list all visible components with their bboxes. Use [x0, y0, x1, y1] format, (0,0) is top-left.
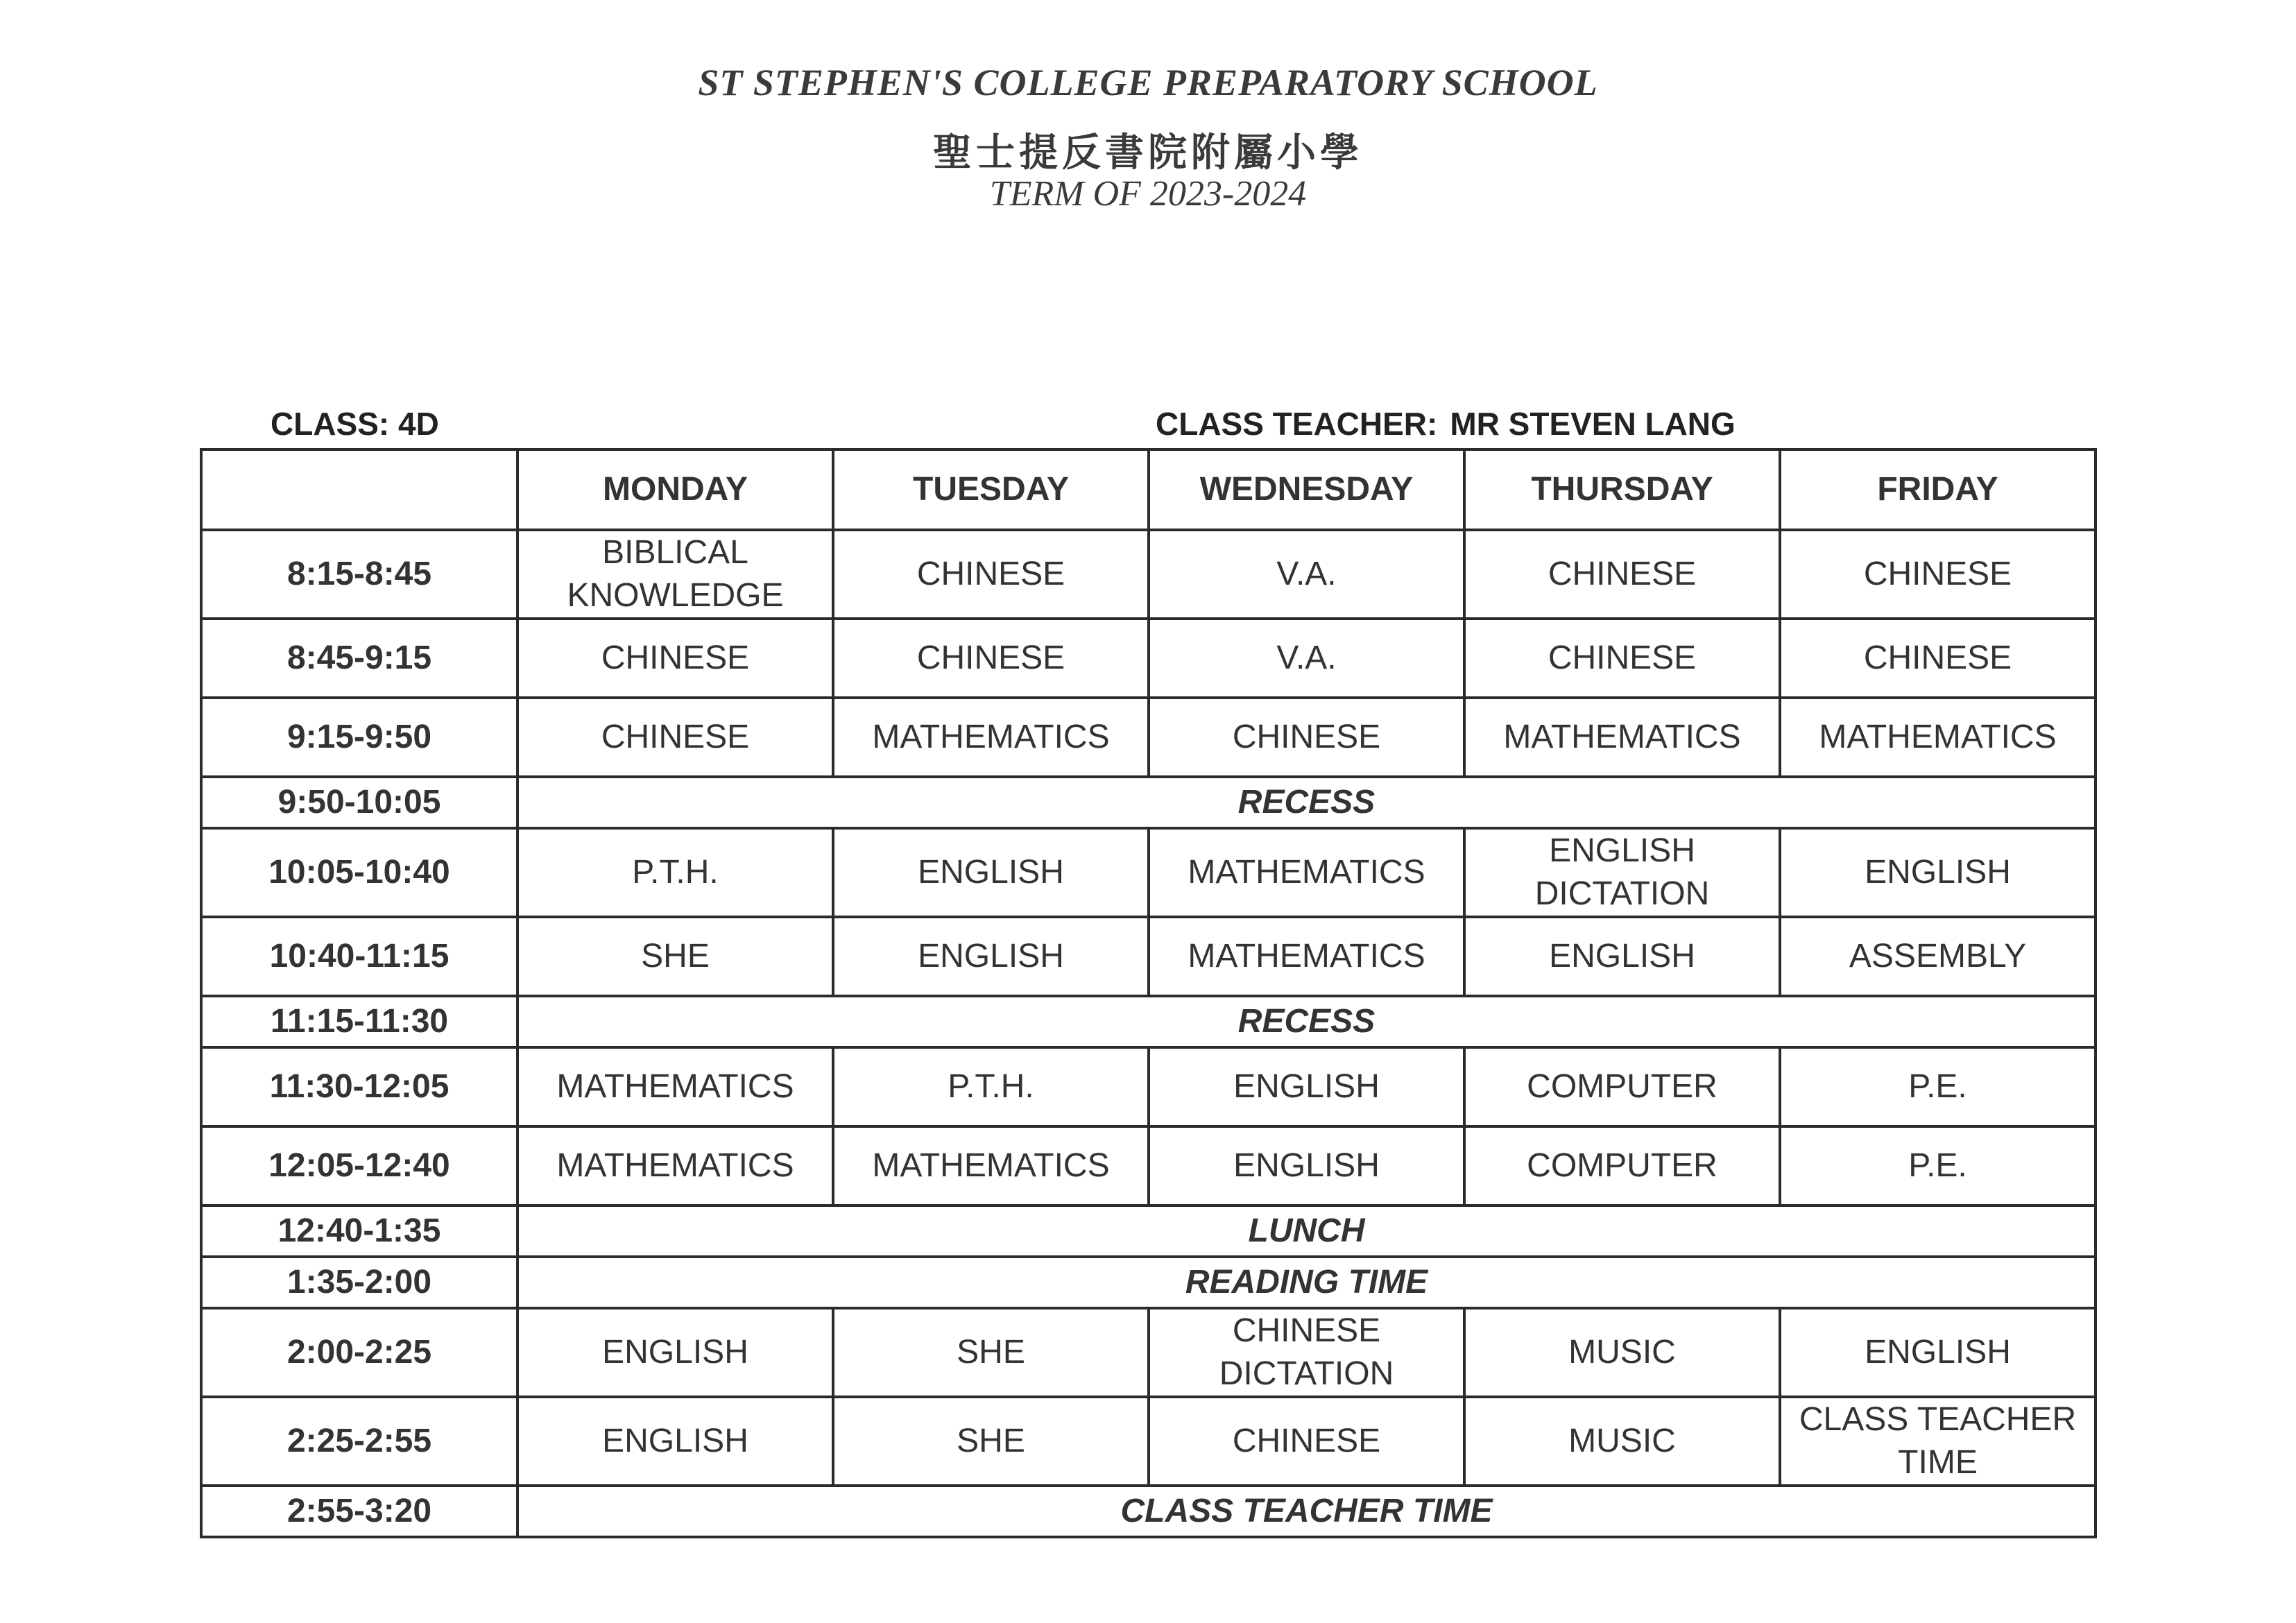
subject-cell: MUSIC — [1464, 1397, 1780, 1486]
subject-cell: ASSEMBLY — [1780, 917, 2096, 996]
subject-cell: ENGLISH — [1464, 917, 1780, 996]
time-slot-cell: 10:05-10:40 — [201, 828, 517, 917]
time-slot-cell: 9:15-9:50 — [201, 698, 517, 777]
class-teacher-prefix: CLASS TEACHER: — [1156, 406, 1438, 442]
class-label: CLASS: 4D — [271, 406, 439, 442]
time-slot-cell: 10:40-11:15 — [201, 917, 517, 996]
period-row — [201, 917, 2096, 996]
subject-cell: ENGLISH — [1149, 1047, 1464, 1126]
subject-cell: CHINESE — [517, 619, 833, 698]
subject-cell: SHE — [833, 1308, 1149, 1397]
subject-cell: CHINESE — [1464, 619, 1780, 698]
day-header-wednesday: WEDNESDAY — [1149, 449, 1464, 530]
subject-cell: ENGLISH — [1149, 1126, 1464, 1205]
time-slot-cell: 12:05-12:40 — [201, 1126, 517, 1205]
subject-cell: P.E. — [1780, 1126, 2096, 1205]
break-cell: READING TIME — [517, 1257, 2096, 1308]
header-row — [201, 449, 2096, 530]
subject-cell: MATHEMATICS — [517, 1047, 833, 1126]
subject-cell: CHINESE — [1149, 1397, 1464, 1486]
period-row — [201, 1397, 2096, 1486]
subject-cell: SHE — [833, 1397, 1149, 1486]
subject-cell: P.E. — [1780, 1047, 2096, 1126]
subject-cell: MATHEMATICS — [1780, 698, 2096, 777]
subject-cell: MUSIC — [1464, 1308, 1780, 1397]
timetable-body — [201, 530, 2096, 1537]
subject-cell: CHINESE — [1149, 698, 1464, 777]
subject-cell: COMPUTER — [1464, 1126, 1780, 1205]
subject-cell: MATHEMATICS — [833, 1126, 1149, 1205]
subject-cell: ENGLISH — [1780, 1308, 2096, 1397]
period-row — [201, 1308, 2096, 1397]
break-cell: RECESS — [517, 777, 2096, 828]
subject-cell: BIBLICAL KNOWLEDGE — [517, 530, 833, 619]
period-row — [201, 619, 2096, 698]
subject-cell: MATHEMATICS — [1149, 917, 1464, 996]
subject-cell: CHINESE — [833, 619, 1149, 698]
subject-cell: MATHEMATICS — [1464, 698, 1780, 777]
day-header-tuesday: TUESDAY — [833, 449, 1149, 530]
subject-cell: CLASS TEACHER TIME — [1780, 1397, 2096, 1486]
break-row — [201, 1486, 2096, 1537]
time-slot-cell: 12:40-1:35 — [201, 1205, 517, 1257]
subject-cell: CHINESE — [833, 530, 1149, 619]
subject-cell: CHINESE — [1780, 530, 2096, 619]
subject-cell: MATHEMATICS — [1149, 828, 1464, 917]
subject-cell: CHINESE DICTATION — [1149, 1308, 1464, 1397]
break-cell: CLASS TEACHER TIME — [517, 1486, 2096, 1537]
subject-cell: P.T.H. — [517, 828, 833, 917]
period-row — [201, 828, 2096, 917]
break-cell: RECESS — [517, 996, 2096, 1047]
day-header-monday: MONDAY — [517, 449, 833, 530]
subject-cell: V.A. — [1149, 530, 1464, 619]
day-header-thursday: THURSDAY — [1464, 449, 1780, 530]
break-row — [201, 1257, 2096, 1308]
period-row — [201, 1126, 2096, 1205]
period-row — [201, 530, 2096, 619]
time-slot-cell: 11:30-12:05 — [201, 1047, 517, 1126]
school-name-chinese: 聖士提反書院附屬小學 — [933, 130, 1363, 175]
subject-cell: ENGLISH — [833, 828, 1149, 917]
time-slot-cell: 2:25-2:55 — [201, 1397, 517, 1486]
time-slot-cell: 9:50-10:05 — [201, 777, 517, 828]
time-header-cell — [201, 449, 517, 530]
break-row — [201, 1205, 2096, 1257]
subject-cell: MATHEMATICS — [833, 698, 1149, 777]
subject-cell: ENGLISH DICTATION — [1464, 828, 1780, 917]
time-slot-cell: 1:35-2:00 — [201, 1257, 517, 1308]
subject-cell: ENGLISH — [1780, 828, 2096, 917]
subject-cell: ENGLISH — [517, 1397, 833, 1486]
class-teacher-label — [1156, 405, 1736, 443]
subject-cell: MATHEMATICS — [517, 1126, 833, 1205]
subject-cell: CHINESE — [1464, 530, 1780, 619]
break-row — [201, 777, 2096, 828]
time-slot-cell: 2:00-2:25 — [201, 1308, 517, 1397]
subject-cell: V.A. — [1149, 619, 1464, 698]
subject-cell: ENGLISH — [833, 917, 1149, 996]
time-slot-cell: 11:15-11:30 — [201, 996, 517, 1047]
term-title: TERM OF 2023-2024 — [989, 174, 1307, 214]
timetable — [200, 448, 2097, 1538]
subject-cell: ENGLISH — [517, 1308, 833, 1397]
time-slot-cell: 8:45-9:15 — [201, 619, 517, 698]
period-row — [201, 1047, 2096, 1126]
school-name: ST STEPHEN'S COLLEGE PREPARATORY SCHOOL — [698, 62, 1598, 103]
subject-cell: CHINESE — [1780, 619, 2096, 698]
subject-cell: COMPUTER — [1464, 1047, 1780, 1126]
subject-cell: P.T.H. — [833, 1047, 1149, 1126]
break-row — [201, 996, 2096, 1047]
break-cell: LUNCH — [517, 1205, 2096, 1257]
time-slot-cell: 2:55-3:20 — [201, 1486, 517, 1537]
day-header-friday: FRIDAY — [1780, 449, 2096, 530]
period-row — [201, 698, 2096, 777]
class-teacher-name: MR STEVEN LANG — [1450, 406, 1736, 442]
time-slot-cell: 8:15-8:45 — [201, 530, 517, 619]
subject-cell: SHE — [517, 917, 833, 996]
subject-cell: CHINESE — [517, 698, 833, 777]
